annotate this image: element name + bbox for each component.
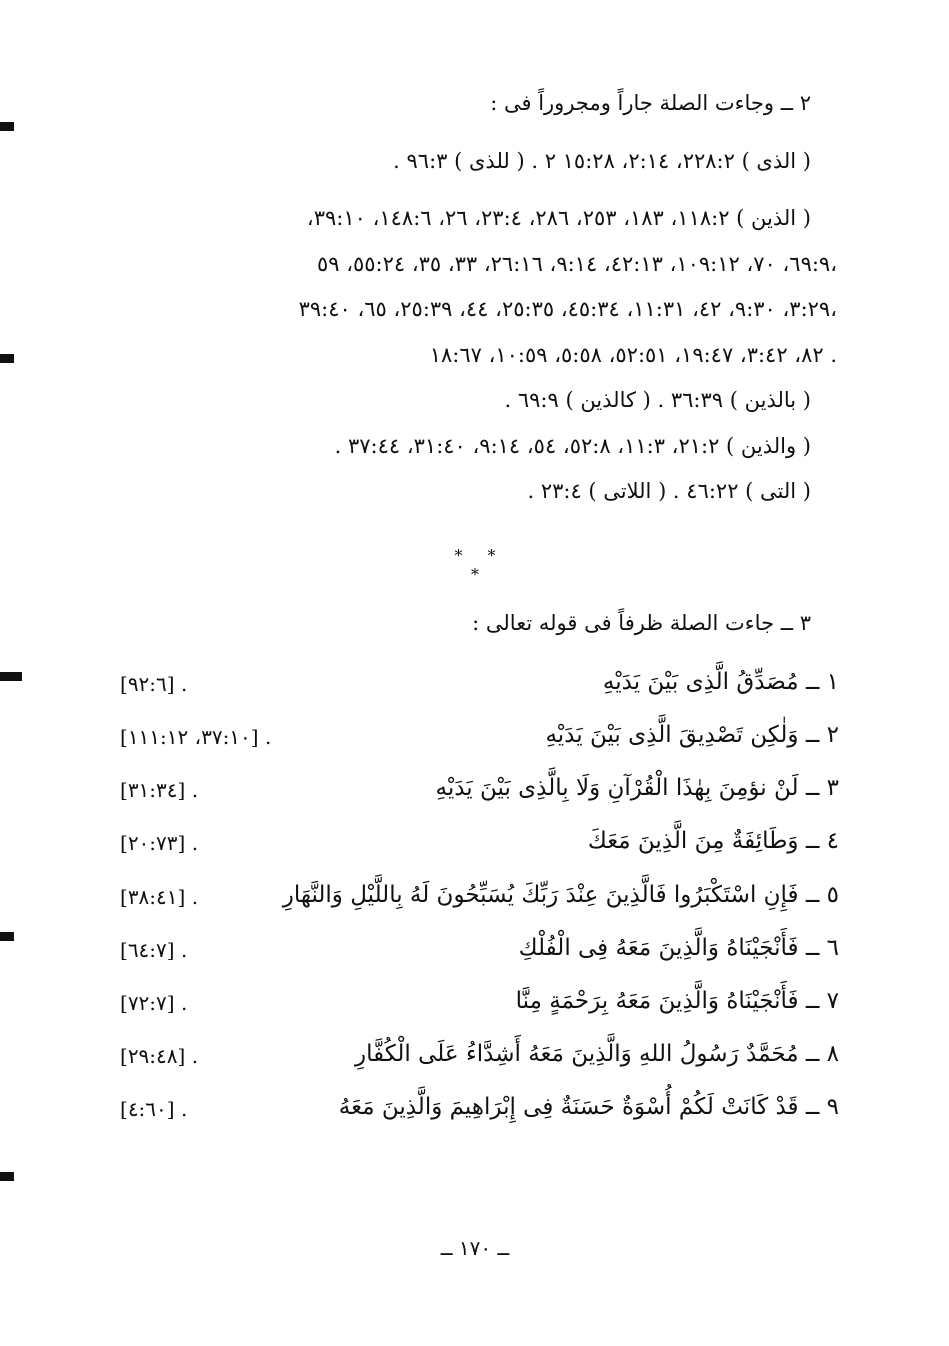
verse-reference: [٣١:٣٤] .	[120, 778, 199, 802]
reference-line: ٨٢، ٣:٤٢، ١٩:٤٧، ٥٢:٥١، ٥:٥٨، ١٠:٥٩، ١٨:٦٧ .	[429, 343, 837, 367]
reference-line: ( الذين ) ١١٨:٢، ١٨٣، ٢٥٣، ٢٨٦، ٢٣:٤، ٢٦، ١٤٨:٦، ٣٩:١٠،	[306, 206, 811, 230]
reference-line: ( والذين ) ٢١:٢، ١١:٣، ٥٢:٨، ٥٤، ٩:١٤، ٣١:٤٠، ٣٧:٤٤ .	[334, 434, 811, 458]
verse-line: ٦ ــ فَأَنْجَيْنَاهُ وَالَّذِينَ مَعَهُ فِى الْفُلْكِ	[518, 935, 839, 961]
verse-reference: [٩٢:٦] .	[120, 672, 188, 696]
scan-edge-mark	[0, 672, 22, 681]
reference-line: ٦٩:٩، ٧٠، ١٠٩:١٢، ٤٢:١٣، ٩:١٤، ٢٦:١٦، ٣٣، ٣٥، ٥٥:٢٤، ٥٩،	[316, 252, 837, 276]
verse-reference: [٧٢:٧] .	[120, 991, 188, 1015]
verse-reference: [٢٩:٤٨] .	[120, 1044, 199, 1068]
reference-line: ( الذى ) ٢٢٨:٢، ٢:١٤، ١٥:٢٨ ٢ . ( للذى ) ٩٦:٣ .	[393, 149, 811, 173]
verse-line: ٤ ــ وَطَائِفَةٌ مِنَ الَّذِينَ مَعَكَ	[587, 828, 839, 854]
verse-line: ٣ ــ لَنْ نؤمِنَ بِهٰذَا الْقُرْآنِ وَلَا بِالَّذِى بَيْنَ يَدَيْهِ	[435, 775, 839, 801]
verse-line: ٩ ــ قَدْ كَانَتْ لَكُمْ أُسْوَةٌ حَسَنَةٌ فِى إِبْرَاهِيمَ وَالَّذِينَ مَعَهُ	[338, 1094, 839, 1120]
verse-line: ٨ ــ مُحَمَّدٌ رَسُولُ اللهِ وَالَّذِينَ مَعَهُ أَشِدَّاءُ عَلَى الْكُفَّارِ	[354, 1041, 839, 1067]
page-number: ــ ١٧٠ ــ	[440, 1236, 510, 1260]
verse-line: ١ ــ مُصَدِّقُ الَّذِى بَيْنَ يَدَيْهِ	[602, 669, 839, 695]
reference-line: ( التى ) ٤٦:٢٢ . ( اللاتى ) ٢٣:٤ .	[527, 479, 811, 503]
reference-line: ٣:٢٩، ٩:٣٠، ٤٢، ١١:٣١، ٤٥:٣٤، ٢٥:٣٥، ٤٤، ٢٥:٣٩، ٦٥، ٣٩:٤٠،	[298, 297, 837, 321]
verse-reference: [٣٨:٤١] .	[120, 885, 199, 909]
verse-reference: [٤:٦٠] .	[120, 1097, 188, 1121]
section-3-heading: ٣ ــ جاءت الصلة ظرفاً فى قوله تعالى :	[472, 611, 811, 635]
scan-edge-mark	[0, 122, 14, 131]
verse-line: ٧ ــ فَأَنْجَيْنَاهُ وَالَّذِينَ مَعَهُ بِرَحْمَةٍ مِنَّا	[515, 988, 839, 1014]
verse-line: ٥ ــ فَإِنِ اسْتَكْبَرُوا فَالَّذِينَ عِنْدَ رَبِّكَ يُسَبِّحُونَ لَهُ بِاللَّيْلِ وَالنَّهَارِ	[282, 882, 839, 908]
verse-line: ٢ ــ وَلٰكِن تَصْدِيقَ الَّذِى بَيْنَ يَدَيْهِ	[545, 722, 839, 748]
verse-reference: [٢٠:٧٣] .	[120, 831, 199, 855]
scan-edge-mark	[0, 354, 14, 363]
scan-edge-mark	[0, 932, 14, 941]
verse-reference: [٦٤:٧] .	[120, 938, 188, 962]
section-2-heading: ٢ ــ وجاءت الصلة جاراً ومجروراً فى :	[490, 91, 811, 115]
scan-edge-mark	[0, 1172, 14, 1181]
section-separator: * * *	[454, 546, 506, 584]
verse-reference: [٣٧:١٠، ١١١:١٢] .	[120, 725, 272, 749]
reference-line: ( بالذين ) ٣٦:٣٩ . ( كالذين ) ٦٩:٩ .	[504, 388, 811, 412]
